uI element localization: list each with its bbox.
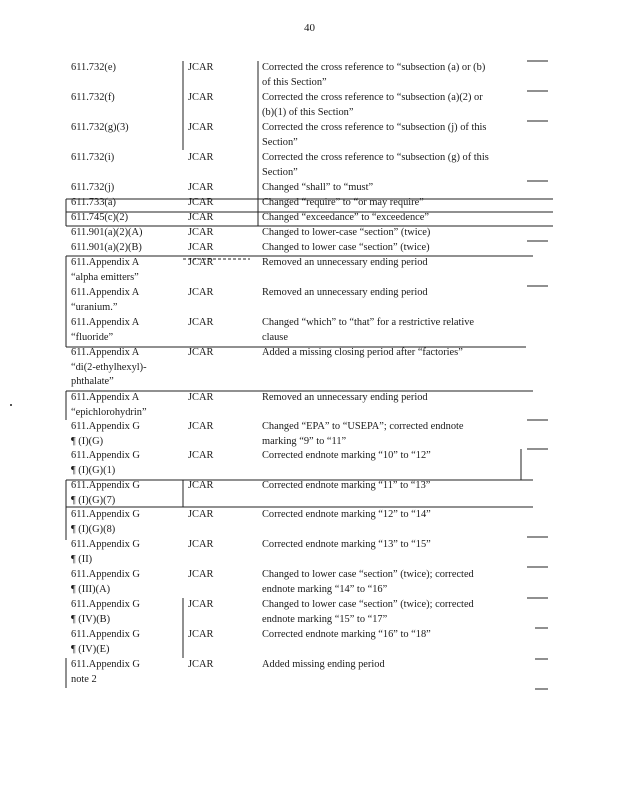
action-line: Added missing ending period — [262, 659, 385, 670]
action-line: Corrected the cross reference to “subsection (a) or (b) — [262, 62, 486, 73]
section-line: “fluoride” — [71, 331, 114, 343]
source-cell: JCAR — [188, 287, 214, 298]
source-cell: JCAR — [188, 599, 214, 610]
action-line: Corrected endnote marking “10” to “12” — [262, 450, 431, 461]
section-line: ¶ (IV)(B) — [71, 613, 111, 625]
section-line: 611.733(a) — [71, 197, 116, 208]
action-line: Corrected endnote marking “11” to “13” — [262, 480, 431, 491]
action-line: Corrected endnote marking “13” to “15” — [262, 539, 431, 550]
source-cell: JCAR — [188, 197, 214, 208]
action-line: Changed to lower case “section” (twice); corrected — [262, 599, 474, 610]
action-line: Changed “require” to “or may require” — [262, 197, 424, 208]
source-cell: JCAR — [188, 569, 214, 580]
section-line: 611.732(e) — [71, 62, 116, 73]
action-line: Section” — [262, 136, 298, 148]
action-line: Corrected the cross reference to “subsection (j) of this — [262, 122, 487, 133]
section-line: ¶ (I)(G)(7) — [71, 494, 116, 506]
section-line: 611.Appendix G — [71, 450, 140, 461]
source-cell: JCAR — [188, 227, 214, 238]
source-cell: JCAR — [188, 392, 214, 403]
section-line: 611.Appendix A — [71, 317, 140, 328]
source-cell: JCAR — [188, 122, 214, 133]
action-line: endnote marking “15” to “17” — [262, 613, 388, 625]
action-line: Changed “which” to “that” for a restrictive relative — [262, 317, 475, 328]
action-line: endnote marking “14” to “16” — [262, 583, 388, 595]
section-line: ¶ (I)(G)(1) — [71, 464, 116, 476]
section-line: 611.732(j) — [71, 182, 115, 193]
section-line: 611.901(a)(2)(A) — [71, 227, 143, 238]
source-cell: JCAR — [188, 152, 214, 163]
source-cell: JCAR — [188, 450, 214, 461]
source-cell: JCAR — [188, 212, 214, 223]
action-line: Corrected the cross reference to “subsection (a)(2) or — [262, 92, 483, 103]
action-line: Changed to lower case “section” (twice); corrected — [262, 569, 474, 580]
action-line: Changed “shall” to “must” — [262, 182, 374, 193]
source-cell: JCAR — [188, 539, 214, 550]
action-line: marking “9” to “11” — [262, 435, 347, 447]
source-cell: JCAR — [188, 92, 214, 103]
source-cell: JCAR — [188, 421, 214, 432]
section-line: ¶ (I)(G) — [71, 435, 104, 447]
source-cell: JCAR — [188, 317, 214, 328]
section-line: phthalate” — [71, 376, 114, 388]
section-line: 611.Appendix G — [71, 629, 140, 640]
section-line: 611.Appendix A — [71, 257, 140, 268]
action-line: Removed an unnecessary ending period — [262, 257, 428, 268]
action-line: Corrected the cross reference to “subsection (g) of this — [262, 152, 489, 163]
section-line: 611.745(c)(2) — [71, 212, 129, 223]
section-line: ¶ (I)(G)(8) — [71, 523, 116, 535]
section-line: 611.Appendix G — [71, 480, 140, 491]
section-line: 611.Appendix G — [71, 569, 140, 580]
source-cell: JCAR — [188, 629, 214, 640]
section-line: 611.Appendix A — [71, 392, 140, 403]
action-line: Changed “EPA” to “USEPA”; corrected endnote — [262, 421, 464, 432]
source-cell: JCAR — [188, 182, 214, 193]
source-cell: JCAR — [188, 242, 214, 253]
source-cell: JCAR — [188, 509, 214, 520]
action-line: (b)(1) of this Section” — [262, 106, 354, 118]
scan-speck — [10, 404, 12, 406]
action-line: Corrected endnote marking “16” to “18” — [262, 629, 431, 640]
section-line: 611.Appendix G — [71, 599, 140, 610]
action-line: Removed an unnecessary ending period — [262, 287, 428, 298]
source-cell: JCAR — [188, 480, 214, 491]
section-line: “epichlorohydrin” — [71, 406, 147, 418]
section-line: 611.901(a)(2)(B) — [71, 242, 142, 253]
action-line: clause — [262, 331, 288, 343]
source-cell: JCAR — [188, 347, 214, 358]
section-line: 611.Appendix A — [71, 347, 140, 358]
section-line: 611.Appendix G — [71, 421, 140, 432]
section-line: “alpha emitters” — [71, 271, 139, 283]
section-line: note 2 — [71, 673, 97, 685]
section-line: 611.Appendix G — [71, 539, 140, 550]
action-line: Added a missing closing period after “factories” — [262, 347, 463, 358]
section-line: 611.732(i) — [71, 152, 115, 163]
section-line: ¶ (III)(A) — [71, 583, 111, 595]
section-line: ¶ (II) — [71, 553, 93, 565]
section-line: 611.Appendix G — [71, 659, 140, 670]
action-line: Section” — [262, 166, 298, 178]
section-line: 611.732(f) — [71, 92, 115, 103]
section-line: 611.732(g)(3) — [71, 122, 129, 133]
section-line: ¶ (IV)(E) — [71, 643, 110, 655]
action-line: of this Section” — [262, 76, 327, 88]
section-line: “di(2-ethylhexyl)- — [71, 361, 147, 373]
action-line: Corrected endnote marking “12” to “14” — [262, 509, 431, 520]
action-line: Removed an unnecessary ending period — [262, 392, 428, 403]
source-cell: JCAR — [188, 659, 214, 670]
source-cell: JCAR — [188, 62, 214, 73]
action-line: Changed to lower case “section” (twice) — [262, 242, 430, 253]
page-number: 40 — [304, 22, 315, 34]
section-line: 611.Appendix G — [71, 509, 140, 520]
section-line: 611.Appendix A — [71, 287, 140, 298]
action-line: Changed to lower-case “section” (twice) — [262, 227, 431, 238]
source-cell: JCAR — [188, 257, 214, 268]
action-line: Changed “exceedance” to “exceedence” — [262, 212, 429, 223]
section-line: “uranium.” — [71, 301, 118, 313]
